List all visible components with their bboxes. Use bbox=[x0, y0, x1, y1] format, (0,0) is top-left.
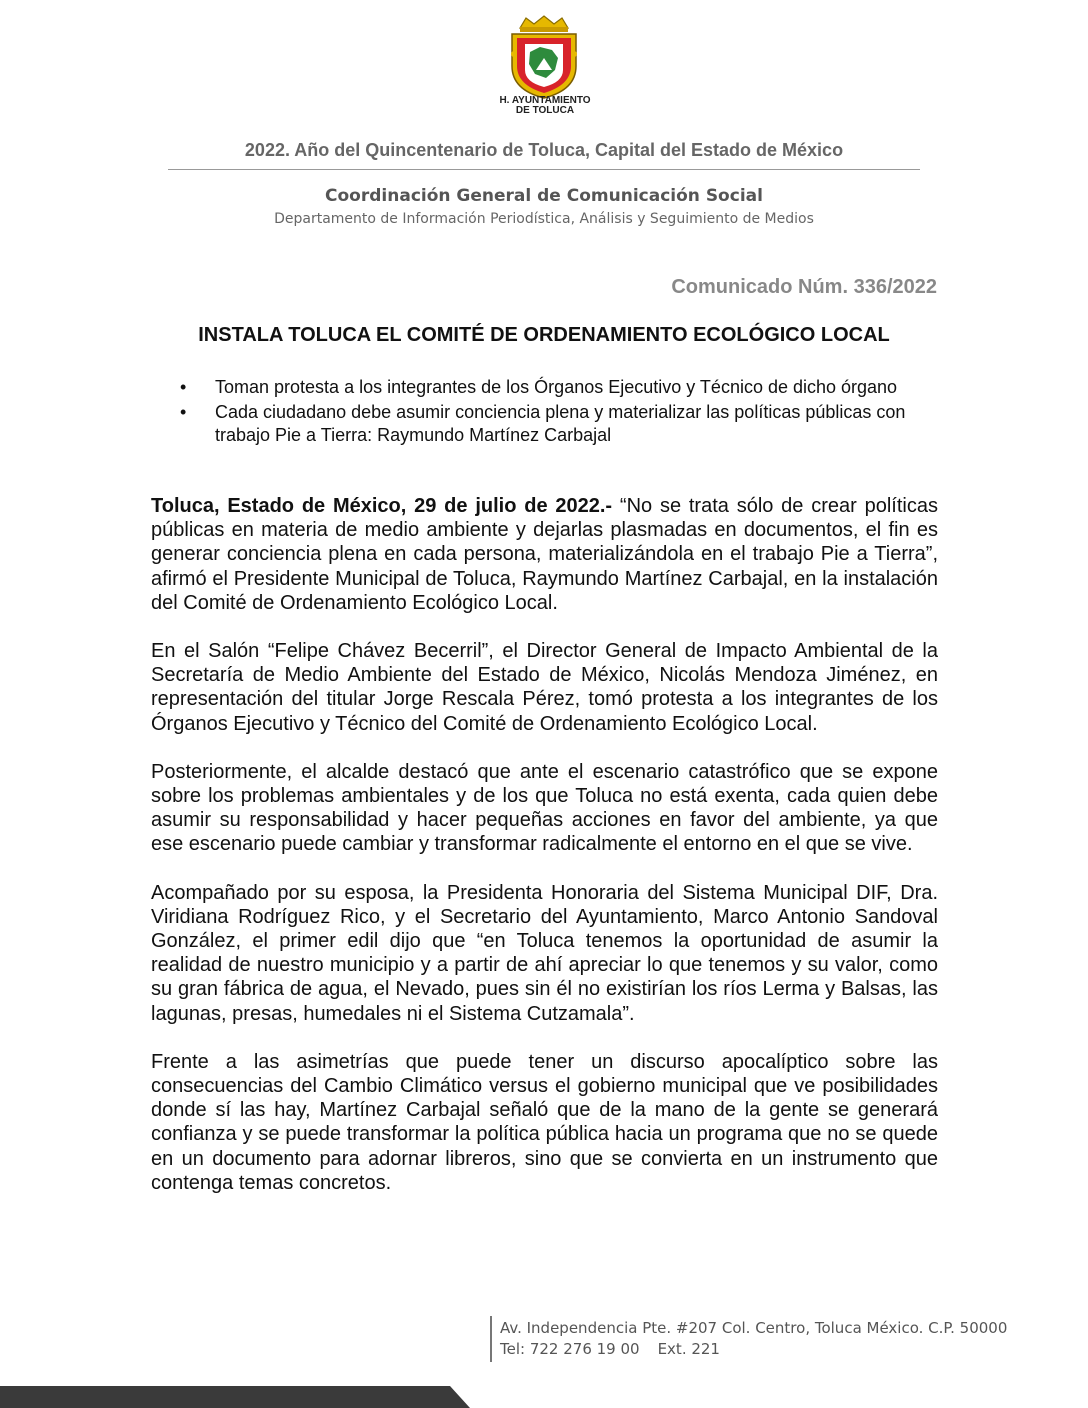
department-subtitle: Departamento de Información Periodística, Análisis y Seguimiento de Medios bbox=[274, 211, 814, 227]
article-paragraph: Acompañado por su esposa, la Presidenta Honoraria del Sistema Municipal DIF, Dra. Viridiana Rodríguez Rico, y el Secretario del Ayuntamiento, Marco Antonio Sandoval González, el primer edil dijo que “en Toluca tenemos la oportunidad de asumir la realidad de nuestro municipio y a partir de ahí apreciar lo que tenemos y su valor, como su gran fábrica de agua, el Nevado, pues sin él no existirían los ríos Lerma y Balsas, las lagunas, presas, humedales ni el Sistema Cutzamala”. bbox=[151, 881, 938, 1025]
toluca-coat-of-arms-logo bbox=[502, 14, 586, 100]
bullet-text: Toman protesta a los integrantes de los Órganos Ejecutivo y Técnico de dicho órgano bbox=[215, 377, 898, 397]
bullet-text: Cada ciudadano debe asumir conciencia plena y materializar las políticas públicas con trabajo Pie a Tierra: Raymundo Martínez Carbajal bbox=[215, 402, 906, 445]
footer-phone bbox=[500, 1340, 720, 1358]
release-number: Comunicado Núm. 336/2022 bbox=[671, 276, 937, 298]
bullet-item bbox=[180, 376, 940, 399]
paragraph-text: “No se trata sólo de crear políticas públicas en materia de medio ambiente y dejarlas plasmadas en documentos, el fin es generar conciencia plena en cada persona, materializándola en el trabajo Pie a Tierra”, afirmó el Presidente Municipal de Toluca, Raymundo Martínez Carbajal, en la instalación del Comité de Ordenamiento Ecológico Local. bbox=[151, 495, 938, 614]
footer-address: Av. Independencia Pte. #207 Col. Centro, Toluca México. C.P. 50000 bbox=[500, 1319, 1008, 1337]
footer-divider bbox=[490, 1316, 492, 1362]
bullet-list bbox=[180, 376, 940, 449]
dateline: Toluca, Estado de México, 29 de julio de 2022.- bbox=[151, 495, 613, 517]
header-divider bbox=[168, 169, 920, 170]
logo-caption-line2: DE TOLUCA bbox=[515, 105, 575, 116]
year-banner: 2022. Año del Quincentenario de Toluca, Capital del Estado de México bbox=[244, 140, 844, 160]
article-paragraph bbox=[151, 494, 938, 615]
coordination-title: Coordinación General de Comunicación Social bbox=[325, 186, 763, 206]
article-paragraph: Posteriormente, el alcalde destacó que ante el escenario catastrófico que se expone sobre los problemas ambientales y de los que Toluca no está exenta, cada quien debe asumir su responsabilidad y hacer pequeñas acciones en favor del ambiente, ya que ese escenario puede cambiar y transformar radicalmente el entorno en el que se vive. bbox=[151, 760, 938, 856]
bullet-dot-icon: • bbox=[180, 377, 187, 397]
footer-tel: Tel: 722 276 19 00 bbox=[500, 1340, 640, 1358]
article-body bbox=[151, 494, 938, 1219]
logo-caption bbox=[470, 96, 620, 116]
logo-caption-line1: H. AYUNTAMIENTO bbox=[499, 95, 591, 106]
bullet-item bbox=[180, 401, 940, 447]
headline: INSTALA TOLUCA EL COMITÉ DE ORDENAMIENTO ECOLÓGICO LOCAL bbox=[198, 324, 890, 346]
bottom-decorative-band bbox=[0, 1386, 470, 1408]
article-paragraph: En el Salón “Felipe Chávez Becerril”, el Director General de Impacto Ambiental de la Secretaría de Medio Ambiente del Estado de México, Nicolás Mendoza Jiménez, en representación del titular Jorge Rescala Pérez, tomó protesta a los integrantes de los Órganos Ejecutivo y Técnico del Comité de Ordenamiento Ecológico Local. bbox=[151, 640, 938, 735]
footer-ext: Ext. 221 bbox=[657, 1340, 720, 1358]
article-paragraph: Frente a las asimetrías que puede tener un discurso apocalíptico sobre las consecuencias del Cambio Climático versus el gobierno municipal que ve posibilidades donde sí las hay, Martínez Carbajal señaló que de la mano de la gente se generará confianza y se puede transformar la política pública hacia un programa que no se quede en un documento para adornar libreros, sino que se convierta en un instrumento que contenga temas concretos. bbox=[151, 1050, 938, 1194]
bullet-dot-icon: • bbox=[180, 402, 187, 422]
